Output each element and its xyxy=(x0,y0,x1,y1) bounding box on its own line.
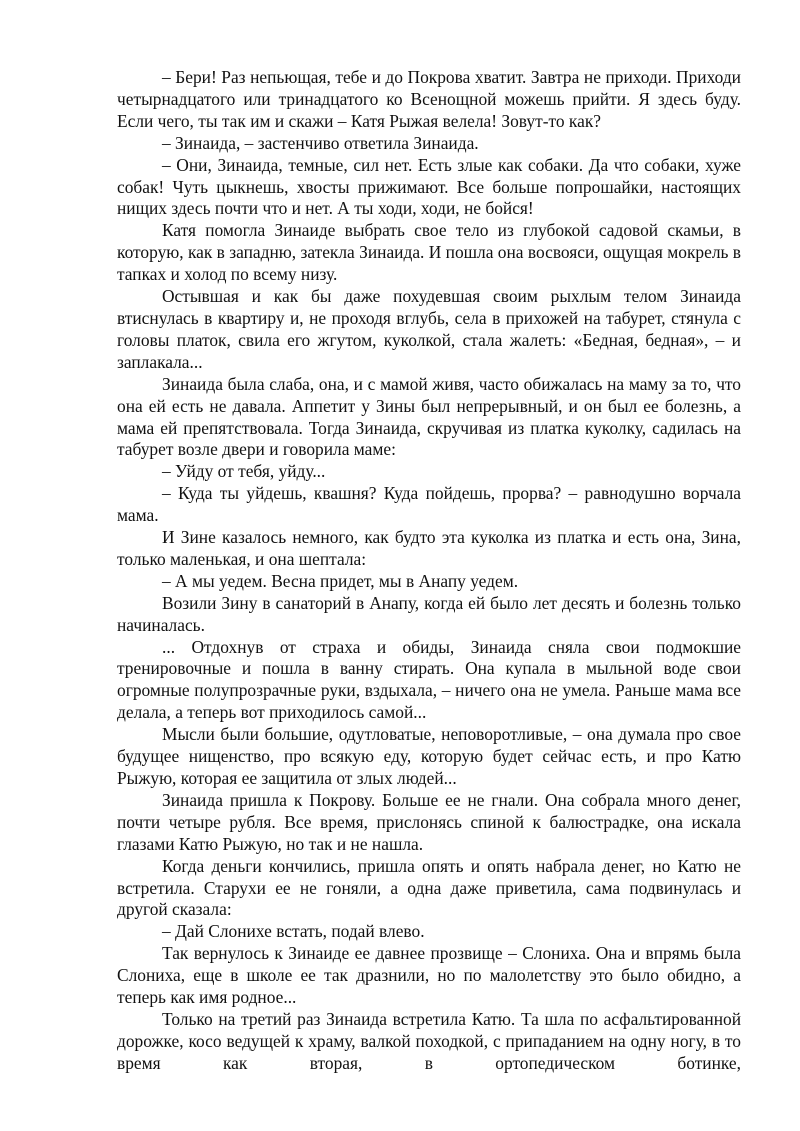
paragraph: – А мы уедем. Весна придет, мы в Анапу уедем. xyxy=(162,570,519,591)
paragraph: – Они, Зинаида, темные, сил нет. Есть злые как собаки. Да что собаки, хуже собак! Чуть цыкнешь, хвосты прижимают. Все больше попрошайки, настоящих нищих здесь почти что и нет. А ты ходи, ходи, не бойся! xyxy=(117,154,741,219)
paragraph: – Уйду от тебя, уйду... xyxy=(162,461,326,482)
paragraph: Зинаида была слаба, она, и с мамой живя, часто обижалась на маму за то, что она ей есть не давала. Аппетит у Зины был непрерывный, и он был ее болезнь, а мама ей препятствовала. Тогда Зинаида, скручивая из платка куколку, садилась на табурет возле двери и говорила маме: xyxy=(117,373,741,460)
paragraph: – Куда ты уйдешь, квашня? Куда пойдешь, прорва? – равнодушно ворчала мама. xyxy=(117,483,741,526)
paragraph: И Зине казалось немного, как будто эта куколка из платка и есть она, Зина, только маленькая, и она шептала: xyxy=(117,527,741,569)
page-text xyxy=(117,67,741,1075)
paragraph: – Дай Слонихе встать, подай влево. xyxy=(162,921,425,942)
paragraph: Возили Зину в санаторий в Анапу, когда ей было лет десять и болезнь только начиналась. xyxy=(117,592,741,635)
paragraph: ... Отдохнув от страха и обиды, Зинаида сняла свои подмокшие тренировочные и пошла в ванну стирать. Она купала в мыльной воде свои огромные полупрозрачные руки, вздыхала, – ничего она не умела. Раньше мама все делала, а теперь вот приходилось самой... xyxy=(117,636,741,723)
paragraph: Только на третий раз Зинаида встретила Катю. Та шла по асфальтированной дорожке, косо ведущей к храму, валкой походкой, с припаданием на одну ногу, в то время как вторая, в ортопедическом ботинке, xyxy=(117,1008,741,1073)
paragraph: – Зинаида, – застенчиво ответила Зинаида. xyxy=(162,132,479,153)
paragraph: Так вернулось к Зинаиде ее давнее прозвище – Слониха. Она и впрямь была Слониха, еще в школе ее так дразнили, но по малолетству это было обидно, а теперь как имя родное... xyxy=(117,943,741,1008)
paragraph: Зинаида пришла к Покрову. Больше ее не гнали. Она собрала много денег, почти четыре рубля. Все время, прислонясь спиной к балюстрадке, она искала глазами Катю Рыжую, но так и не нашла. xyxy=(117,789,741,854)
paragraph: Мысли были большие, одутловатые, неповоротливые, – она думала про свое будущее нищенство, про всякую еду, которую будет сейчас есть, и про Катю Рыжую, которая ее защитила от злых людей... xyxy=(117,724,741,788)
paragraph: – Бери! Раз непьющая, тебе и до Покрова хватит. Завтра не приходи. Приходи четырнадцатого или тринадцатого ко Всенощной можешь прийти. Я здесь буду. Если чего, ты так им и скажи – Катя Рыжая велела! Зовут-то как? xyxy=(117,67,741,131)
paragraph: Когда деньги кончились, пришла опять и опять набрала денег, но Катю не встретила. Старухи ее не гоняли, а одна даже приветила, сама подвинулась и другой сказала: xyxy=(117,855,741,920)
paragraph: Катя помогла Зинаиде выбрать свое тело из глубокой садовой скамьи, в которую, как в западню, затекла Зинаида. И пошла она восвояси, ощущая мокрель в тапках и холод по всему низу. xyxy=(117,220,741,285)
paragraph: Остывшая и как бы даже похудевшая своим рыхлым телом Зинаида втиснулась в квартиру и, не проходя вглубь, села в прихожей на табурет, стянула с головы платок, свила его жгутом, куколкой, стала жалеть: «Бедная, бедная», – и заплакала... xyxy=(117,286,741,372)
